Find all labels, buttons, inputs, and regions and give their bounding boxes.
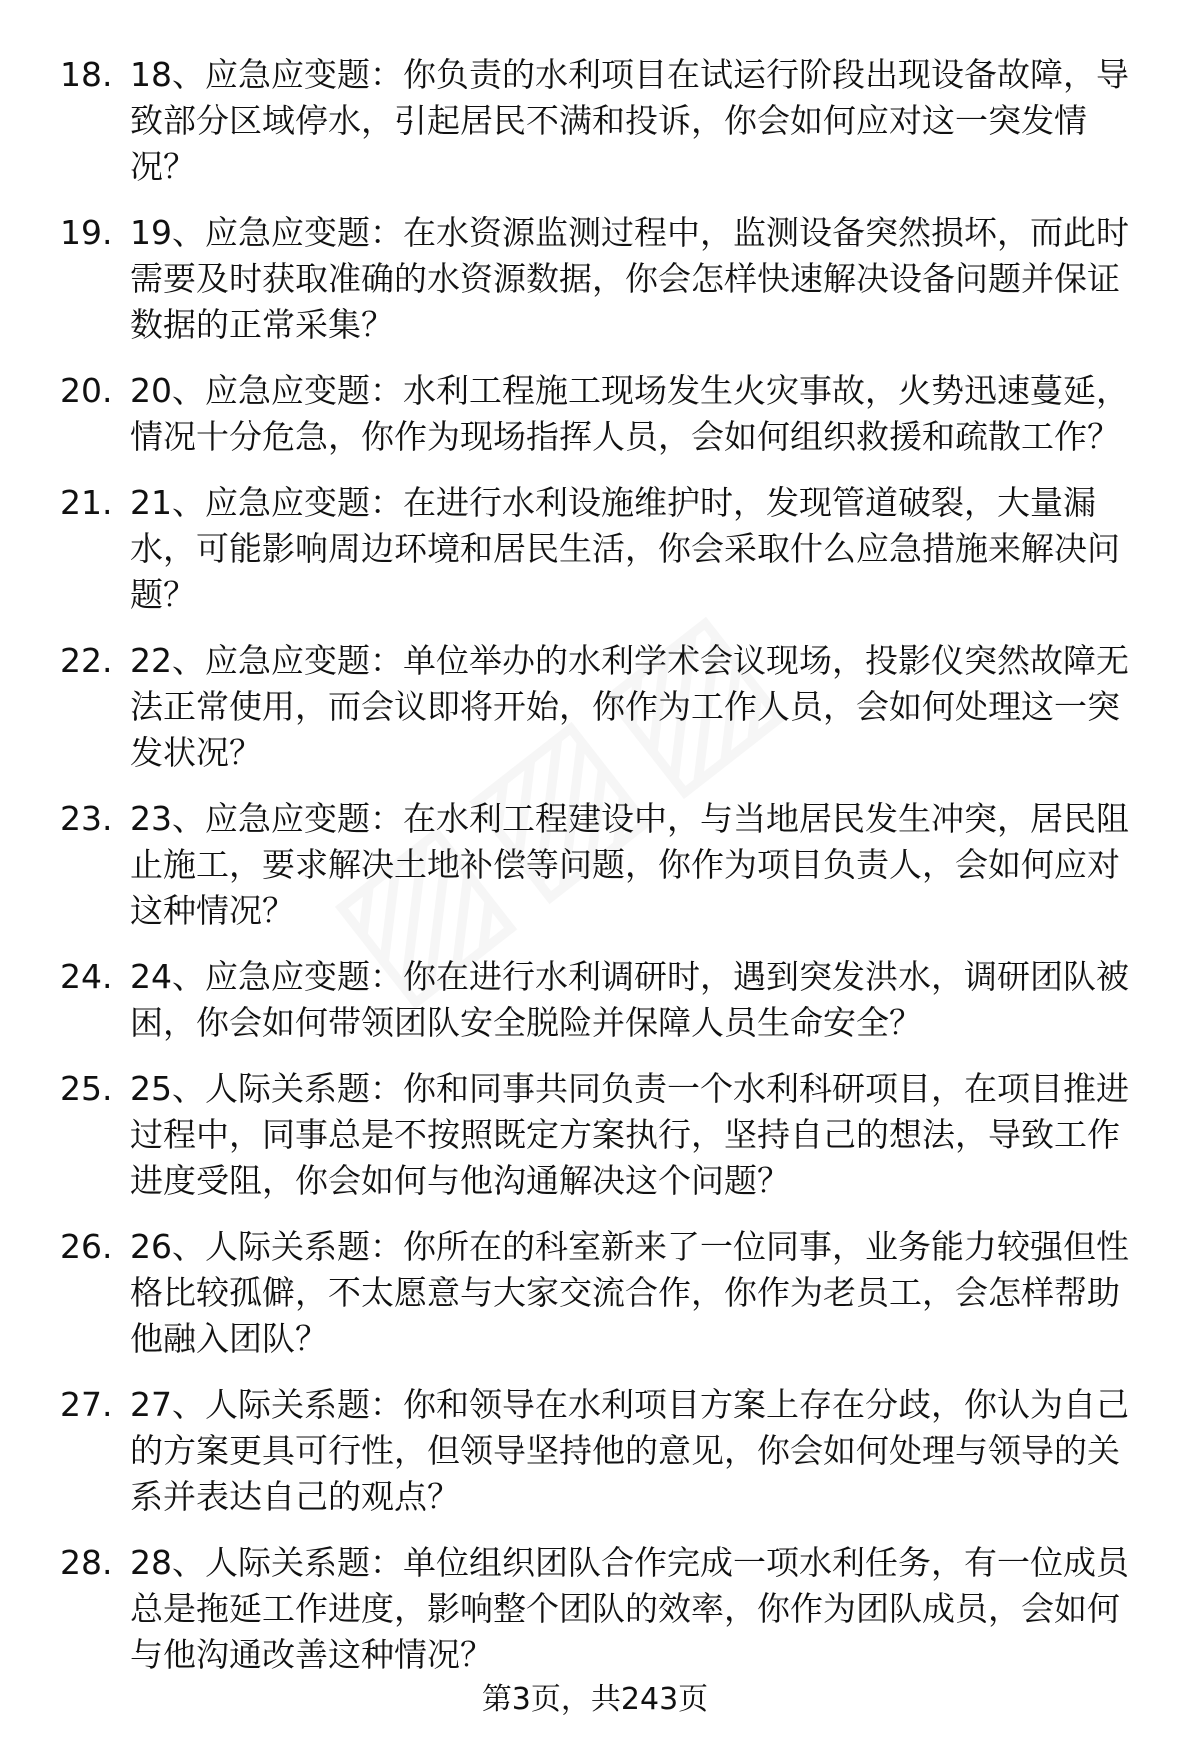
item-text: 27、人际关系题：你和领导在水利项目方案上存在分歧，你认为自己的方案更具可行性，但领导坚持他的意见，你会如何处理与领导的关系并表达自己的观点？	[130, 1385, 1129, 1516]
list-item	[60, 368, 1150, 460]
list-item	[60, 210, 1150, 348]
item-text: 24、应急应变题：你在进行水利调研时，遇到突发洪水，调研团队被困，你会如何带领团队安全脱险并保障人员生命安全？	[130, 957, 1129, 1042]
item-number: 19.	[60, 213, 113, 252]
item-number: 26.	[60, 1227, 113, 1266]
question-list	[60, 52, 1150, 1698]
item-number: 24.	[60, 957, 113, 996]
item-number: 18.	[60, 55, 113, 94]
item-text: 22、应急应变题：单位举办的水利学术会议现场，投影仪突然故障无法正常使用，而会议即将开始，你作为工作人员，会如何处理这一突发状况？	[130, 641, 1129, 772]
item-number: 23.	[60, 799, 113, 838]
list-item	[60, 1224, 1150, 1362]
list-item	[60, 480, 1150, 618]
item-number: 27.	[60, 1385, 113, 1424]
item-text: 25、人际关系题：你和同事共同负责一个水利科研项目，在项目推进过程中，同事总是不按照既定方案执行，坚持自己的想法，导致工作进度受阻，你会如何与他沟通解决这个问题？	[130, 1069, 1129, 1200]
list-item	[60, 954, 1150, 1046]
item-text: 26、人际关系题：你所在的科室新来了一位同事，业务能力较强但性格比较孤僻，不太愿意与大家交流合作，你作为老员工，会怎样帮助他融入团队？	[130, 1227, 1129, 1358]
item-number: 25.	[60, 1069, 113, 1108]
list-item	[60, 52, 1150, 190]
list-item	[60, 1540, 1150, 1678]
list-item	[60, 796, 1150, 934]
item-text: 18、应急应变题：你负责的水利项目在试运行阶段出现设备故障，导致部分区域停水，引起居民不满和投诉，你会如何应对这一突发情况？	[130, 55, 1129, 186]
list-item	[60, 638, 1150, 776]
item-number: 22.	[60, 641, 113, 680]
item-text: 28、人际关系题：单位组织团队合作完成一项水利任务，有一位成员总是拖延工作进度，影响整个团队的效率，你作为团队成员，会如何与他沟通改善这种情况？	[130, 1543, 1129, 1674]
list-item	[60, 1066, 1150, 1204]
item-number: 21.	[60, 483, 113, 522]
item-text: 23、应急应变题：在水利工程建设中，与当地居民发生冲突，居民阻止施工，要求解决土地补偿等问题，你作为项目负责人，会如何应对这种情况？	[130, 799, 1129, 930]
item-number: 20.	[60, 371, 113, 410]
list-item	[60, 1382, 1150, 1520]
item-text: 21、应急应变题：在进行水利设施维护时，发现管道破裂，大量漏水，可能影响周边环境和居民生活，你会采取什么应急措施来解决问题？	[130, 483, 1120, 614]
item-text: 19、应急应变题：在水资源监测过程中，监测设备突然损坏，而此时需要及时获取准确的水资源数据，你会怎样快速解决设备问题并保证数据的正常采集？	[130, 213, 1129, 344]
item-number: 28.	[60, 1543, 113, 1582]
page-footer: 第3页，共243页	[481, 1682, 709, 1717]
item-text: 20、应急应变题：水利工程施工现场发生火灾事故，火势迅速蔓延，情况十分危急，你作为现场指挥人员，会如何组织救援和疏散工作？	[130, 371, 1129, 456]
